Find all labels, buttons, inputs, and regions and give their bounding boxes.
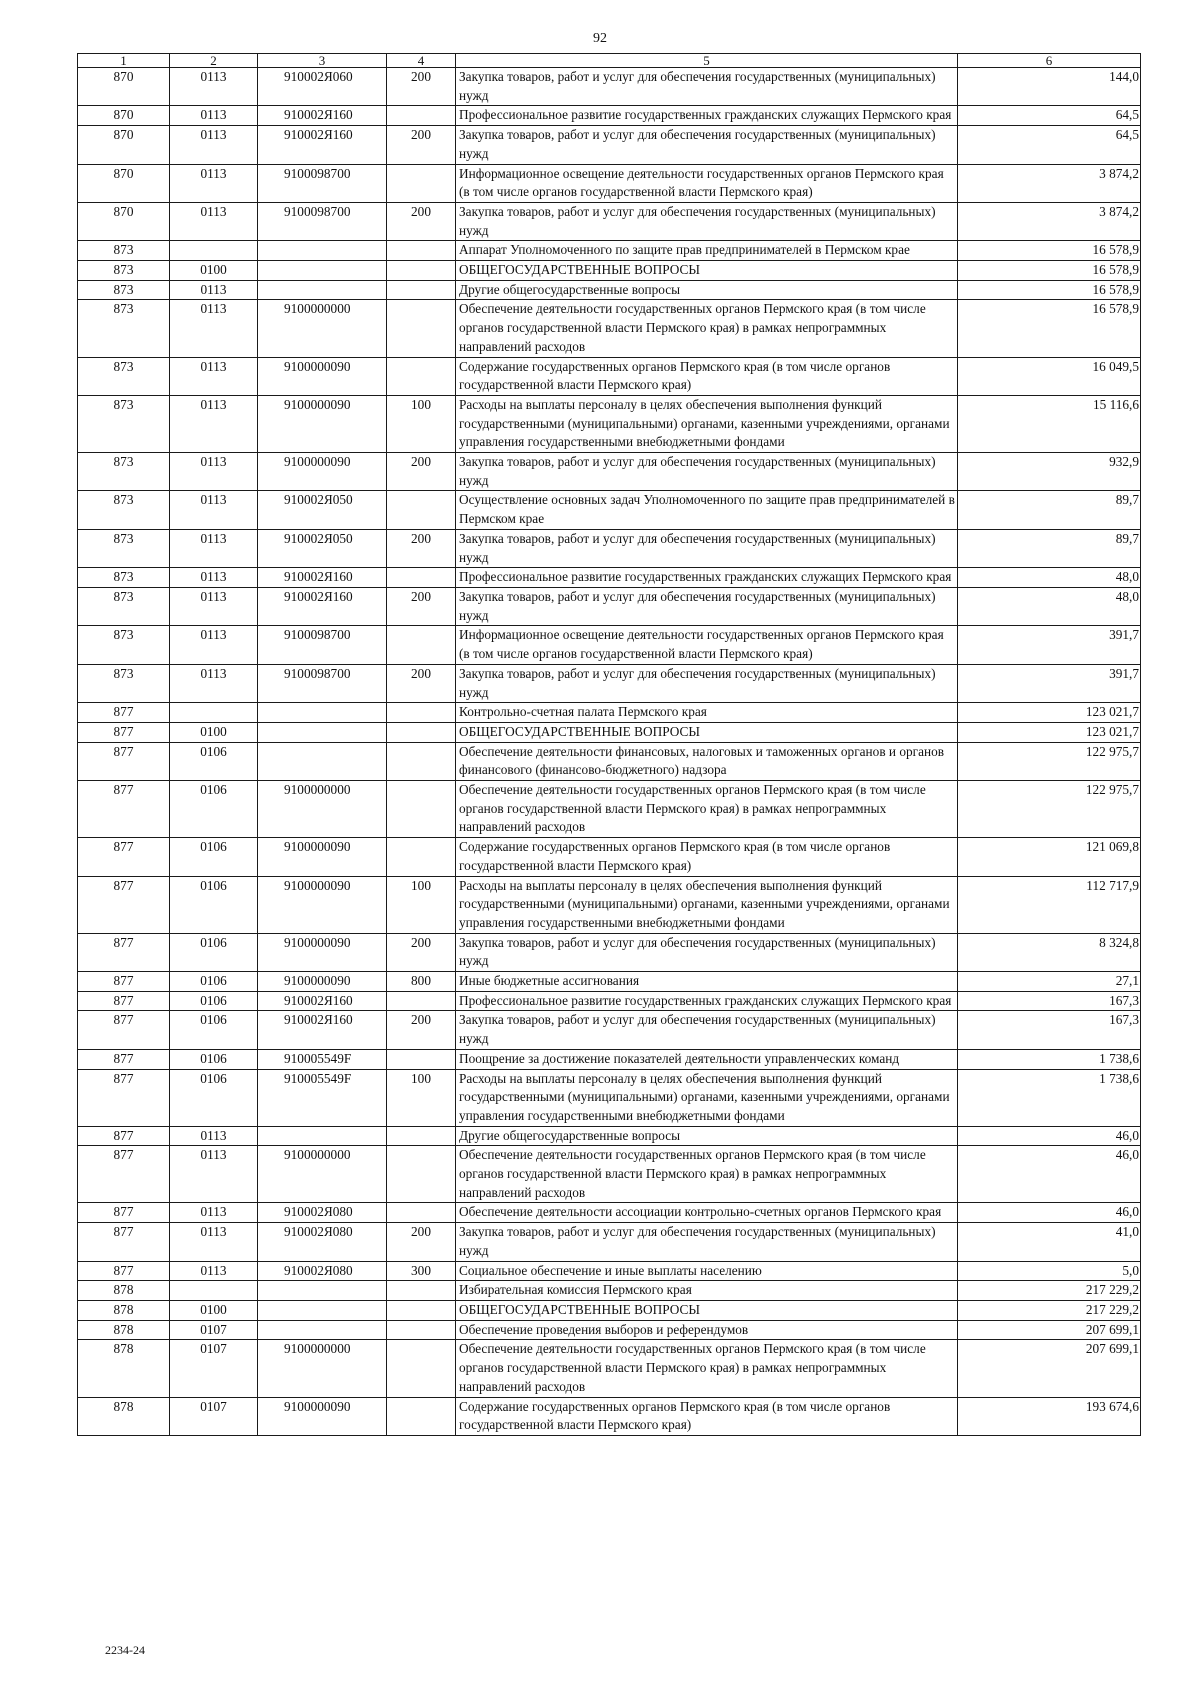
target-article-cell: 910002Я080 (258, 1261, 387, 1281)
section-code-cell: 0113 (170, 587, 258, 625)
table-row (78, 164, 1141, 202)
section-code-cell (170, 1281, 258, 1301)
table-row (78, 626, 1141, 664)
admin-code-cell: 873 (78, 568, 170, 588)
description-cell: Поощрение за достижение показателей деятельности управленческих команд (456, 1049, 958, 1069)
section-code-cell: 0106 (170, 1011, 258, 1049)
admin-code-cell: 873 (78, 664, 170, 702)
section-code-cell: 0113 (170, 529, 258, 567)
description-cell: ОБЩЕГОСУДАРСТВЕННЫЕ ВОПРОСЫ (456, 1301, 958, 1321)
expense-type-cell (387, 106, 456, 126)
target-article-cell: 910005549F (258, 1049, 387, 1069)
admin-code-cell: 873 (78, 491, 170, 529)
section-code-cell: 0113 (170, 395, 258, 452)
amount-cell: 3 874,2 (958, 164, 1141, 202)
expense-type-cell (387, 991, 456, 1011)
section-code-cell: 0113 (170, 1261, 258, 1281)
section-code-cell: 0113 (170, 357, 258, 395)
expense-type-cell (387, 300, 456, 357)
table-row (78, 1301, 1141, 1321)
section-code-cell (170, 241, 258, 261)
description-cell: Другие общегосударственные вопросы (456, 1126, 958, 1146)
admin-code-cell: 870 (78, 68, 170, 106)
description-cell: Закупка товаров, работ и услуг для обеспечения государственных (муниципальных) нужд (456, 933, 958, 971)
admin-code-cell: 873 (78, 261, 170, 281)
expense-type-cell (387, 1340, 456, 1397)
table-row (78, 280, 1141, 300)
section-code-cell: 0113 (170, 1223, 258, 1261)
table-row (78, 491, 1141, 529)
expense-type-cell (387, 241, 456, 261)
admin-code-cell: 877 (78, 722, 170, 742)
amount-cell: 16 578,9 (958, 300, 1141, 357)
description-cell: Содержание государственных органов Пермского края (в том числе органов государственной власти Пермского края) (456, 1397, 958, 1435)
document-code: 2234-24 (105, 1643, 145, 1657)
expense-type-cell (387, 1126, 456, 1146)
target-article-cell (258, 703, 387, 723)
description-cell: Закупка товаров, работ и услуг для обеспечения государственных (муниципальных) нужд (456, 1011, 958, 1049)
description-cell: Обеспечение деятельности ассоциации контрольно-счетных органов Пермского края (456, 1203, 958, 1223)
amount-cell: 16 578,9 (958, 241, 1141, 261)
admin-code-cell: 877 (78, 876, 170, 933)
amount-cell: 207 699,1 (958, 1340, 1141, 1397)
table-row (78, 453, 1141, 491)
table-row (78, 1011, 1141, 1049)
target-article-cell: 9100000000 (258, 1340, 387, 1397)
amount-cell: 207 699,1 (958, 1320, 1141, 1340)
target-article-cell: 910002Я050 (258, 529, 387, 567)
target-article-cell: 9100000090 (258, 838, 387, 876)
target-article-cell: 910002Я160 (258, 991, 387, 1011)
expense-type-cell (387, 1146, 456, 1203)
admin-code-cell: 877 (78, 1049, 170, 1069)
amount-cell: 41,0 (958, 1223, 1141, 1261)
description-cell: Другие общегосударственные вопросы (456, 280, 958, 300)
description-cell: Обеспечение деятельности финансовых, налоговых и таможенных органов и органов финансового (финансово-бюджетного) надзора (456, 742, 958, 780)
section-code-cell: 0106 (170, 1049, 258, 1069)
amount-cell: 8 324,8 (958, 933, 1141, 971)
amount-cell: 64,5 (958, 106, 1141, 126)
amount-cell: 391,7 (958, 626, 1141, 664)
amount-cell: 123 021,7 (958, 703, 1141, 723)
table-row (78, 876, 1141, 933)
amount-cell: 64,5 (958, 126, 1141, 164)
section-code-cell: 0106 (170, 1069, 258, 1126)
section-code-cell: 0113 (170, 164, 258, 202)
amount-cell: 391,7 (958, 664, 1141, 702)
target-article-cell: 910002Я050 (258, 491, 387, 529)
description-cell: Профессиональное развитие государственных гражданских служащих Пермского края (456, 991, 958, 1011)
expense-type-cell: 200 (387, 1223, 456, 1261)
admin-code-cell: 878 (78, 1320, 170, 1340)
amount-cell: 48,0 (958, 568, 1141, 588)
amount-cell: 27,1 (958, 972, 1141, 992)
expense-type-cell (387, 1301, 456, 1321)
amount-cell: 48,0 (958, 587, 1141, 625)
admin-code-cell: 873 (78, 357, 170, 395)
admin-code-cell: 877 (78, 1223, 170, 1261)
admin-code-cell: 877 (78, 991, 170, 1011)
expense-type-cell: 800 (387, 972, 456, 992)
description-cell: Обеспечение проведения выборов и референдумов (456, 1320, 958, 1340)
admin-code-cell: 873 (78, 626, 170, 664)
description-cell: Содержание государственных органов Пермского края (в том числе органов государственной власти Пермского края) (456, 357, 958, 395)
admin-code-cell: 873 (78, 587, 170, 625)
admin-code-cell: 877 (78, 1069, 170, 1126)
expense-type-cell (387, 164, 456, 202)
section-code-cell: 0106 (170, 838, 258, 876)
expense-type-cell (387, 703, 456, 723)
table-row (78, 1146, 1141, 1203)
amount-cell: 16 049,5 (958, 357, 1141, 395)
admin-code-cell: 877 (78, 933, 170, 971)
description-cell: Расходы на выплаты персоналу в целях обеспечения выполнения функций государственными (муниципальными) органами, казенными учреждениями, органами управления государственными внебюджетными фондами (456, 395, 958, 452)
section-code-cell: 0113 (170, 300, 258, 357)
section-code-cell: 0107 (170, 1320, 258, 1340)
target-article-cell (258, 1126, 387, 1146)
column-header: 3 (258, 54, 387, 68)
expense-type-cell (387, 1203, 456, 1223)
admin-code-cell: 877 (78, 1261, 170, 1281)
expense-type-cell: 200 (387, 529, 456, 567)
description-cell: Осуществление основных задач Уполномоченного по защите прав предпринимателей в Пермском крае (456, 491, 958, 529)
description-cell: Информационное освещение деятельности государственных органов Пермского края (в том числе органов государственной власти Пермского края) (456, 626, 958, 664)
expense-type-cell (387, 838, 456, 876)
target-article-cell: 9100098700 (258, 664, 387, 702)
admin-code-cell: 877 (78, 1146, 170, 1203)
table-row (78, 202, 1141, 240)
admin-code-cell: 873 (78, 453, 170, 491)
description-cell: Обеспечение деятельности государственных органов Пермского края (в том числе органов государственной власти Пермского края) в рамках непрограммных направлений расходов (456, 1146, 958, 1203)
table-row (78, 261, 1141, 281)
table-row (78, 395, 1141, 452)
expense-type-cell (387, 742, 456, 780)
amount-cell: 3 874,2 (958, 202, 1141, 240)
description-cell: Аппарат Уполномоченного по защите прав предпринимателей в Пермском крае (456, 241, 958, 261)
amount-cell: 123 021,7 (958, 722, 1141, 742)
description-cell: Расходы на выплаты персоналу в целях обеспечения выполнения функций государственными (муниципальными) органами, казенными учреждениями, органами управления государственными внебюджетными фондами (456, 1069, 958, 1126)
section-code-cell: 0113 (170, 1203, 258, 1223)
amount-cell: 1 738,6 (958, 1049, 1141, 1069)
table-row (78, 1320, 1141, 1340)
description-cell: Социальное обеспечение и иные выплаты населению (456, 1261, 958, 1281)
table-row (78, 1340, 1141, 1397)
admin-code-cell: 877 (78, 703, 170, 723)
expense-type-cell (387, 261, 456, 281)
table-row (78, 991, 1141, 1011)
amount-cell: 16 578,9 (958, 261, 1141, 281)
table-row (78, 568, 1141, 588)
description-cell: Профессиональное развитие государственных гражданских служащих Пермского края (456, 106, 958, 126)
target-article-cell: 9100000000 (258, 781, 387, 838)
column-header: 1 (78, 54, 170, 68)
table-row (78, 742, 1141, 780)
section-code-cell: 0113 (170, 202, 258, 240)
table-row (78, 241, 1141, 261)
description-cell: Обеспечение деятельности государственных органов Пермского края (в том числе органов государственной власти Пермского края) в рамках непрограммных направлений расходов (456, 781, 958, 838)
amount-cell: 122 975,7 (958, 742, 1141, 780)
admin-code-cell: 873 (78, 529, 170, 567)
expense-type-cell: 300 (387, 1261, 456, 1281)
target-article-cell (258, 722, 387, 742)
table-row (78, 529, 1141, 567)
table-row (78, 300, 1141, 357)
target-article-cell: 9100000090 (258, 395, 387, 452)
target-article-cell: 910005549F (258, 1069, 387, 1126)
description-cell: Закупка товаров, работ и услуг для обеспечения государственных (муниципальных) нужд (456, 453, 958, 491)
target-article-cell: 910002Я080 (258, 1203, 387, 1223)
target-article-cell: 910002Я160 (258, 126, 387, 164)
target-article-cell: 9100000090 (258, 972, 387, 992)
expense-type-cell: 100 (387, 395, 456, 452)
target-article-cell: 9100000090 (258, 876, 387, 933)
section-code-cell: 0106 (170, 933, 258, 971)
section-code-cell: 0113 (170, 491, 258, 529)
section-code-cell: 0106 (170, 972, 258, 992)
section-code-cell: 0113 (170, 280, 258, 300)
amount-cell: 121 069,8 (958, 838, 1141, 876)
admin-code-cell: 877 (78, 742, 170, 780)
expense-type-cell (387, 626, 456, 664)
description-cell: Контрольно-счетная палата Пермского края (456, 703, 958, 723)
section-code-cell: 0107 (170, 1397, 258, 1435)
table-row (78, 1261, 1141, 1281)
section-code-cell: 0100 (170, 261, 258, 281)
description-cell: Профессиональное развитие государственных гражданских служащих Пермского края (456, 568, 958, 588)
amount-cell: 217 229,2 (958, 1301, 1141, 1321)
description-cell: Иные бюджетные ассигнования (456, 972, 958, 992)
description-cell: Закупка товаров, работ и услуг для обеспечения государственных (муниципальных) нужд (456, 68, 958, 106)
description-cell: Информационное освещение деятельности государственных органов Пермского края (в том числе органов государственной власти Пермского края) (456, 164, 958, 202)
admin-code-cell: 877 (78, 972, 170, 992)
description-cell: Содержание государственных органов Пермского края (в том числе органов государственной власти Пермского края) (456, 838, 958, 876)
budget-table (77, 53, 1141, 1436)
target-article-cell: 910002Я160 (258, 568, 387, 588)
expense-type-cell: 200 (387, 587, 456, 625)
target-article-cell (258, 1301, 387, 1321)
admin-code-cell: 878 (78, 1281, 170, 1301)
table-row (78, 933, 1141, 971)
target-article-cell: 910002Я060 (258, 68, 387, 106)
admin-code-cell: 877 (78, 1203, 170, 1223)
table-row (78, 1397, 1141, 1435)
expense-type-cell: 200 (387, 664, 456, 702)
expense-type-cell: 100 (387, 876, 456, 933)
expense-type-cell: 200 (387, 68, 456, 106)
target-article-cell: 9100000090 (258, 357, 387, 395)
amount-cell: 89,7 (958, 529, 1141, 567)
section-code-cell: 0100 (170, 1301, 258, 1321)
table-row (78, 722, 1141, 742)
amount-cell: 167,3 (958, 991, 1141, 1011)
description-cell: Закупка товаров, работ и услуг для обеспечения государственных (муниципальных) нужд (456, 126, 958, 164)
amount-cell: 932,9 (958, 453, 1141, 491)
section-code-cell: 0106 (170, 781, 258, 838)
table-row (78, 781, 1141, 838)
expense-type-cell (387, 1320, 456, 1340)
description-cell: Закупка товаров, работ и услуг для обеспечения государственных (муниципальных) нужд (456, 202, 958, 240)
expense-type-cell: 200 (387, 453, 456, 491)
column-header: 5 (456, 54, 958, 68)
description-cell: Закупка товаров, работ и услуг для обеспечения государственных (муниципальных) нужд (456, 1223, 958, 1261)
expense-type-cell (387, 781, 456, 838)
admin-code-cell: 877 (78, 1011, 170, 1049)
expense-type-cell: 200 (387, 126, 456, 164)
section-code-cell: 0113 (170, 68, 258, 106)
admin-code-cell: 870 (78, 106, 170, 126)
description-cell: Расходы на выплаты персоналу в целях обеспечения выполнения функций государственными (муниципальными) органами, казенными учреждениями, органами управления государственными внебюджетными фондами (456, 876, 958, 933)
table-row (78, 1126, 1141, 1146)
section-code-cell: 0113 (170, 1126, 258, 1146)
admin-code-cell: 873 (78, 280, 170, 300)
target-article-cell (258, 280, 387, 300)
target-article-cell: 9100000090 (258, 1397, 387, 1435)
section-code-cell: 0106 (170, 991, 258, 1011)
table-row (78, 1223, 1141, 1261)
expense-type-cell: 200 (387, 1011, 456, 1049)
table-row (78, 1203, 1141, 1223)
section-code-cell: 0113 (170, 453, 258, 491)
expense-type-cell (387, 722, 456, 742)
admin-code-cell: 877 (78, 838, 170, 876)
expense-type-cell (387, 1397, 456, 1435)
amount-cell: 1 738,6 (958, 1069, 1141, 1126)
target-article-cell: 9100098700 (258, 626, 387, 664)
expense-type-cell: 100 (387, 1069, 456, 1126)
target-article-cell: 9100000090 (258, 453, 387, 491)
target-article-cell: 9100000000 (258, 1146, 387, 1203)
table-row (78, 106, 1141, 126)
expense-type-cell (387, 491, 456, 529)
description-cell: Закупка товаров, работ и услуг для обеспечения государственных (муниципальных) нужд (456, 529, 958, 567)
table-row (78, 357, 1141, 395)
section-code-cell: 0107 (170, 1340, 258, 1397)
table-row (78, 126, 1141, 164)
description-cell: Избирательная комиссия Пермского края (456, 1281, 958, 1301)
section-code-cell: 0113 (170, 126, 258, 164)
expense-type-cell (387, 1281, 456, 1301)
table-row (78, 664, 1141, 702)
amount-cell: 46,0 (958, 1203, 1141, 1223)
target-article-cell: 910002Я160 (258, 1011, 387, 1049)
amount-cell: 16 578,9 (958, 280, 1141, 300)
target-article-cell: 9100000090 (258, 933, 387, 971)
section-code-cell: 0113 (170, 626, 258, 664)
column-header: 2 (170, 54, 258, 68)
target-article-cell (258, 1281, 387, 1301)
target-article-cell: 9100098700 (258, 164, 387, 202)
section-code-cell (170, 703, 258, 723)
section-code-cell: 0113 (170, 1146, 258, 1203)
admin-code-cell: 873 (78, 300, 170, 357)
expense-type-cell (387, 568, 456, 588)
expense-type-cell (387, 357, 456, 395)
admin-code-cell: 878 (78, 1340, 170, 1397)
amount-cell: 193 674,6 (958, 1397, 1141, 1435)
amount-cell: 5,0 (958, 1261, 1141, 1281)
table-row (78, 703, 1141, 723)
admin-code-cell: 873 (78, 241, 170, 261)
table-row (78, 838, 1141, 876)
admin-code-cell: 878 (78, 1301, 170, 1321)
table-header-row (78, 54, 1141, 68)
target-article-cell: 910002Я160 (258, 106, 387, 126)
expense-type-cell (387, 280, 456, 300)
section-code-cell: 0113 (170, 664, 258, 702)
description-cell: Обеспечение деятельности государственных органов Пермского края (в том числе органов государственной власти Пермского края) в рамках непрограммных направлений расходов (456, 300, 958, 357)
target-article-cell: 910002Я080 (258, 1223, 387, 1261)
target-article-cell: 9100098700 (258, 202, 387, 240)
amount-cell: 217 229,2 (958, 1281, 1141, 1301)
section-code-cell: 0100 (170, 722, 258, 742)
admin-code-cell: 870 (78, 202, 170, 240)
target-article-cell (258, 241, 387, 261)
admin-code-cell: 878 (78, 1397, 170, 1435)
target-article-cell: 910002Я160 (258, 587, 387, 625)
table-row (78, 1281, 1141, 1301)
description-cell: Закупка товаров, работ и услуг для обеспечения государственных (муниципальных) нужд (456, 587, 958, 625)
admin-code-cell: 877 (78, 781, 170, 838)
amount-cell: 15 116,6 (958, 395, 1141, 452)
description-cell: Закупка товаров, работ и услуг для обеспечения государственных (муниципальных) нужд (456, 664, 958, 702)
description-cell: ОБЩЕГОСУДАРСТВЕННЫЕ ВОПРОСЫ (456, 261, 958, 281)
section-code-cell: 0113 (170, 106, 258, 126)
amount-cell: 144,0 (958, 68, 1141, 106)
table-row (78, 68, 1141, 106)
description-cell: Обеспечение деятельности государственных органов Пермского края (в том числе органов государственной власти Пермского края) в рамках непрограммных направлений расходов (456, 1340, 958, 1397)
amount-cell: 112 717,9 (958, 876, 1141, 933)
section-code-cell: 0106 (170, 876, 258, 933)
column-header: 4 (387, 54, 456, 68)
target-article-cell (258, 1320, 387, 1340)
section-code-cell: 0106 (170, 742, 258, 780)
expense-type-cell: 200 (387, 202, 456, 240)
table-row (78, 1069, 1141, 1126)
table-row (78, 1049, 1141, 1069)
column-header: 6 (958, 54, 1141, 68)
target-article-cell (258, 261, 387, 281)
expense-type-cell: 200 (387, 933, 456, 971)
amount-cell: 89,7 (958, 491, 1141, 529)
target-article-cell: 9100000000 (258, 300, 387, 357)
table-row (78, 972, 1141, 992)
description-cell: ОБЩЕГОСУДАРСТВЕННЫЕ ВОПРОСЫ (456, 722, 958, 742)
page-number: 92 (593, 31, 607, 46)
expense-type-cell (387, 1049, 456, 1069)
admin-code-cell: 870 (78, 126, 170, 164)
admin-code-cell: 873 (78, 395, 170, 452)
admin-code-cell: 870 (78, 164, 170, 202)
section-code-cell: 0113 (170, 568, 258, 588)
amount-cell: 46,0 (958, 1146, 1141, 1203)
target-article-cell (258, 742, 387, 780)
table-row (78, 587, 1141, 625)
amount-cell: 122 975,7 (958, 781, 1141, 838)
admin-code-cell: 877 (78, 1126, 170, 1146)
amount-cell: 167,3 (958, 1011, 1141, 1049)
amount-cell: 46,0 (958, 1126, 1141, 1146)
